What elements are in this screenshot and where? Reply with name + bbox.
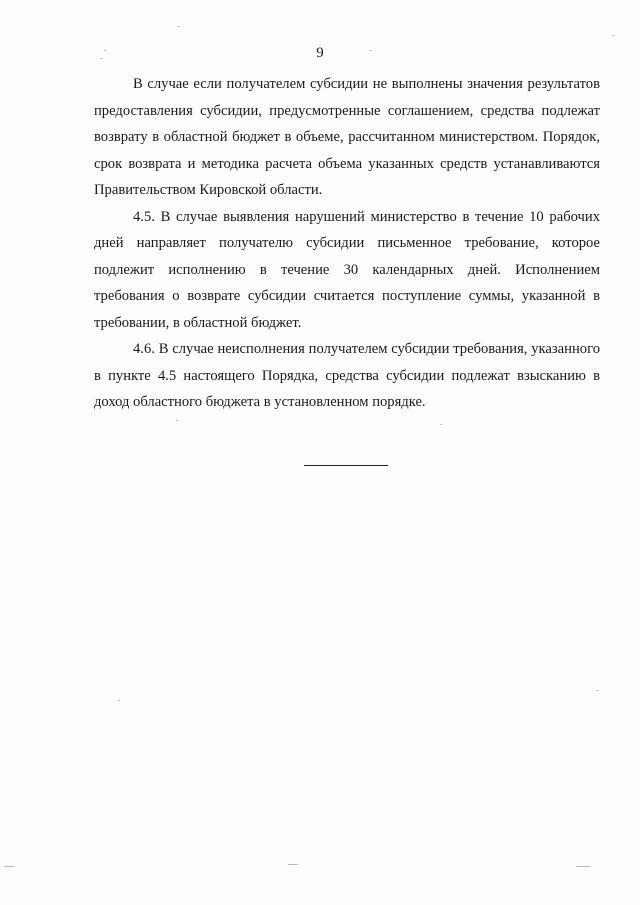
paragraph-4-6: 4.6. В случае неисполнения получателем субсидии требования, указанного в пункте 4.5 настоящего Порядка, средства субсидии подлежат взысканию в доход областного бюджета в установленном порядке. xyxy=(94,341,600,410)
end-separator-line xyxy=(304,465,388,466)
scan-speck xyxy=(104,50,106,51)
document-body xyxy=(94,71,600,416)
scan-speck xyxy=(176,420,178,421)
paragraph-subsidy-return: В случае если получателем субсидии не выполнены значения результатов предоставления субсидии, предусмотренные соглашением, средства подлежат возврату в областной бюджет в объеме, рассчитанном министерством. Порядок, срок возврата и методика расчета объема указанных средств устанавливаются Правительством Кировской области. xyxy=(94,76,600,198)
scan-speck xyxy=(612,35,614,36)
paragraph-4-5: 4.5. В случае выявления нарушений министерство в течение 10 рабочих дней направляет получателю субсидии письменное требование, которое подлежит исполнению в течение 30 календарных дней. Исполнением требования о возврате субсидии считается поступление суммы, указанной в требовании, в областной бюджет. xyxy=(94,208,600,331)
scan-speck xyxy=(596,690,598,691)
scan-speck xyxy=(576,866,590,867)
scan-speck xyxy=(118,700,120,701)
scan-speck xyxy=(4,866,14,867)
page-number: 9 xyxy=(316,45,324,61)
scan-speck xyxy=(440,424,442,425)
scan-speck xyxy=(370,50,372,51)
scan-speck xyxy=(288,864,298,865)
scan-speck xyxy=(178,26,180,27)
scan-speck xyxy=(100,58,102,59)
